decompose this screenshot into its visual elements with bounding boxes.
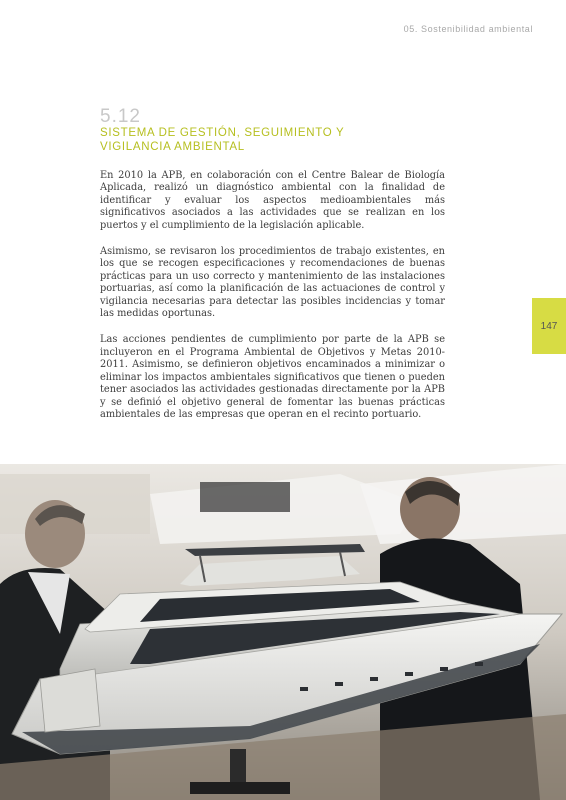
yacht-model-illustration	[0, 464, 566, 800]
page-number-tab	[532, 298, 566, 354]
page-number: 147	[540, 320, 558, 332]
paragraph-3: Las acciones pendientes de cumplimiento por parte de la APB se incluyeron en el Programa Ambiental de Objetivos y Metas 2010-2011. Asimismo, se definieron objetivos encaminados a minimizar o eliminar los impactos ambientales significativos que tienen o pueden tener asociados las actividades gestionadas directamente por la APB y se definió el objetivo general de fomentar las buenas prácticas ambientales de las empresas que operan en el recinto portuario.	[100, 334, 445, 420]
paragraph-1: En 2010 la APB, en colaboración con el Centre Balear de Biología Aplicada, realizó un diagnóstico ambiental con la finalidad de identificar y evaluar los aspectos medioambientales más significativos asociados a las actividades que se realizan en los puertos y el cumplimiento de la legislación aplicable.	[100, 170, 445, 231]
section-number: 5.12	[100, 106, 141, 127]
section-header-label: 05. Sostenibilidad ambiental	[403, 24, 533, 34]
yacht-model-photo	[0, 464, 566, 800]
body-text	[100, 170, 445, 435]
paragraph-2: Asimismo, se revisaron los procedimientos de trabajo existentes, en los que se recogen especificaciones y recomendaciones de buenas prácticas para un uso correcto y mantenimiento de las instalaciones portuarias, así como la planificación de las actuaciones de control y vigilancia necesarias para detectar las posibles incidencias y tomar las medidas oportunas.	[100, 246, 445, 320]
section-title: SISTEMA DE GESTIÓN, SEGUIMIENTO Y VIGILANCIA AMBIENTAL	[100, 127, 345, 153]
